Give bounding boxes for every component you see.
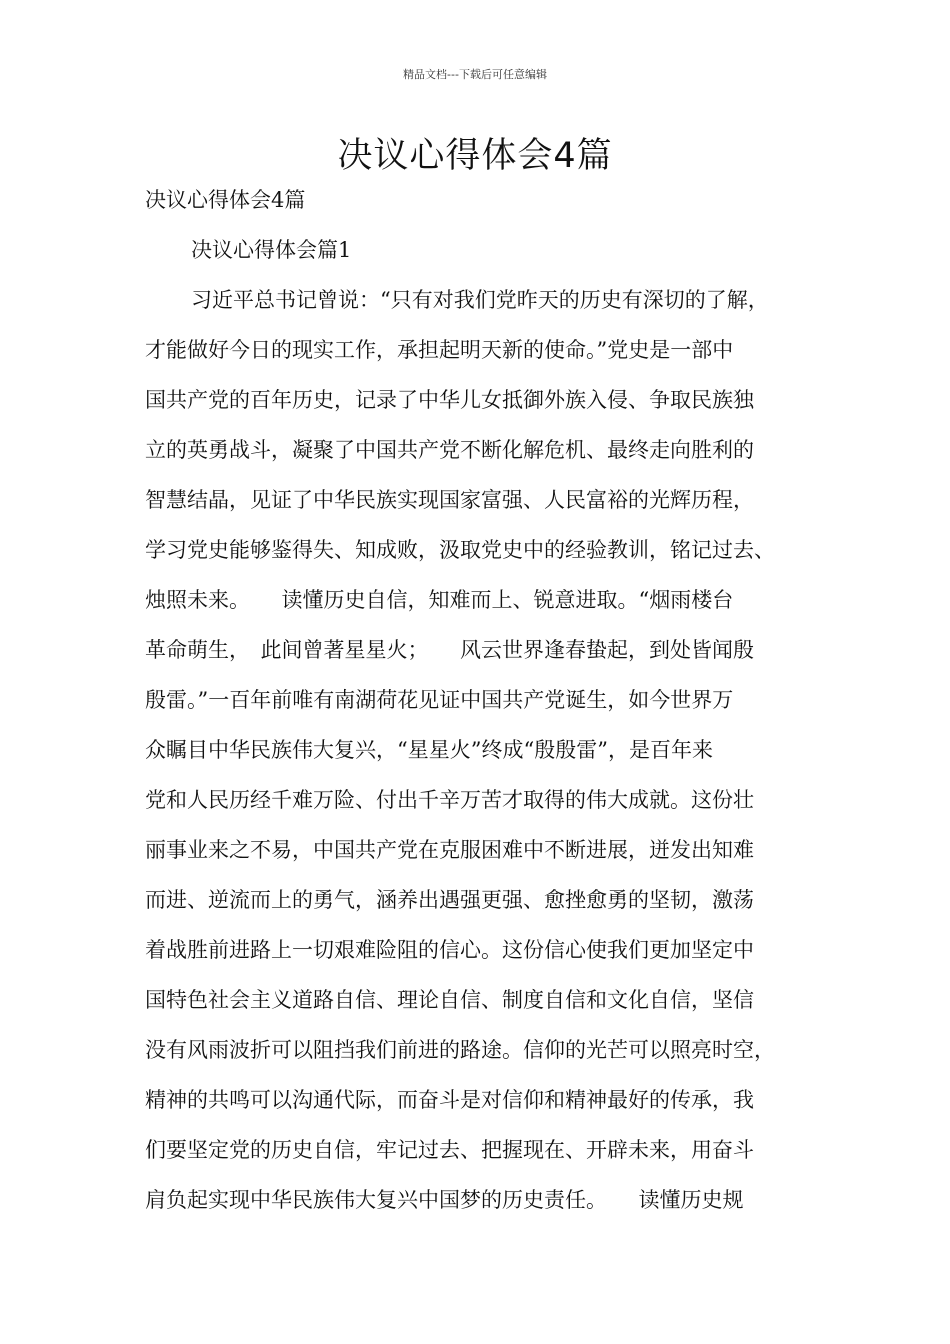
body-line: 智慧结晶，见证了中华民族实现国家富强、人民富裕的光辉历程，: [145, 488, 754, 512]
body-line: 烛照未来。 读懂历史自信，知难而上、锐意进取。“烟雨楼台: [145, 588, 734, 612]
body-line: 学习党史能够鉴得失、知成败，汲取党史中的经验教训，铭记过去、: [145, 538, 775, 562]
body-line: 精神的共鸣可以沟通代际，而奋斗是对信仰和精神最好的传承，我: [145, 1088, 754, 1112]
body-line: 众瞩目中华民族伟大复兴，“星星火”终成“殷殷雷”，是百年来: [145, 738, 713, 762]
body-line: 丽事业来之不易，中国共产党在克服困难中不断进展，迸发出知难: [145, 838, 754, 862]
body-line: 革命萌生， 此间曾著星星火； 风云世界逢春蛰起，到处皆闻殷: [145, 638, 754, 662]
body-line: 习近平总书记曾说：“只有对我们党昨天的历史有深切的了解，: [191, 288, 769, 312]
body-line: 国特色社会主义道路自信、理论自信、制度自信和文化自信，坚信: [145, 988, 754, 1012]
subtitle: 决议心得体会4篇: [145, 188, 306, 212]
body-line: 党和人民历经千难万险、付出千辛万苦才取得的伟大成就。这份壮: [145, 788, 754, 812]
body-line: 殷雷。”一百年前唯有南湖荷花见证中国共产党诞生，如今世界万: [145, 688, 734, 712]
body-line: 立的英勇战斗，凝聚了中国共产党不断化解危机、最终走向胜利的: [145, 438, 754, 462]
body-line: 没有风雨波折可以阻挡我们前进的路途。信仰的光芒可以照亮时空，: [145, 1038, 775, 1062]
document-title: 决议心得体会4篇: [337, 136, 613, 176]
body-line: 们要坚定党的历史自信，牢记过去、把握现在、开辟未来，用奋斗: [145, 1138, 754, 1162]
section-heading: 决议心得体会篇1: [191, 238, 352, 262]
document-body: [145, 185, 835, 1235]
body-line: 国共产党的百年历史，记录了中华儿女抵御外族入侵、争取民族独: [145, 388, 754, 412]
header-note: 精品文档---下载后可任意编辑: [403, 68, 547, 81]
body-line: 肩负起实现中华民族伟大复兴中国梦的历史责任。 读懂历史规: [145, 1188, 744, 1212]
body-line: 而进、逆流而上的勇气，涵养出遇强更强、愈挫愈勇的坚韧，激荡: [145, 888, 754, 912]
body-line: 才能做好今日的现实工作，承担起明天新的使命。”党史是一部中: [145, 338, 734, 362]
body-line: 着战胜前进路上一切艰难险阻的信心。这份信心使我们更加坚定中: [145, 938, 754, 962]
